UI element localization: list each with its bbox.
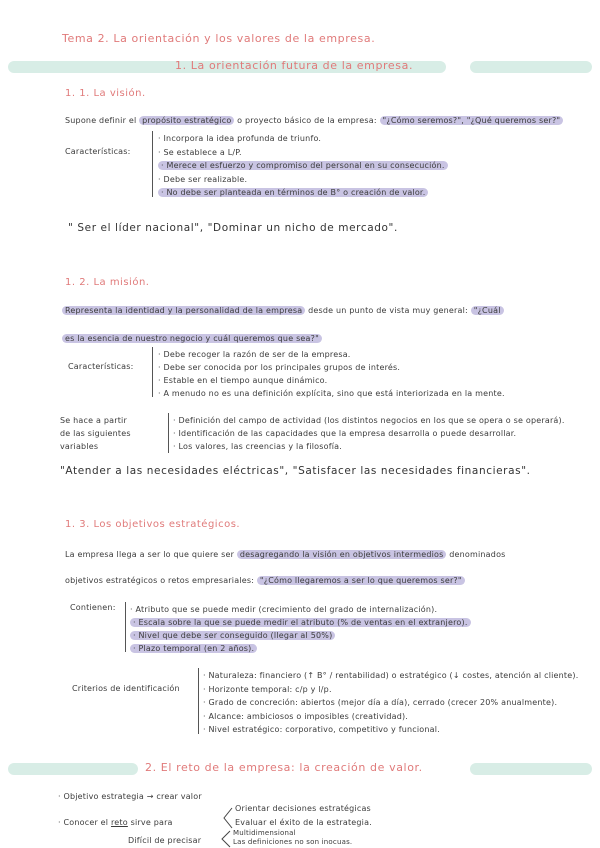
brace [125, 602, 126, 652]
brace [152, 131, 153, 197]
brace [152, 347, 153, 397]
subsection-title-mision: 1. 2. La misión. [65, 277, 150, 288]
section-band [470, 763, 592, 775]
objetivos-line2: objetivos estratégicos o retos empresariales: "¿Cómo llegaremos a ser lo que queremos ser?" [65, 576, 465, 585]
vision-example-quote: " Ser el líder nacional", "Dominar un nicho de mercado". [68, 222, 398, 234]
mision-example-quote: "Atender a las necesidades eléctricas", "Satisfacer las necesidades financieras". [60, 465, 531, 477]
objetivos-contain-list: · Atributo que se puede medir (crecimiento del grado de internalización). · Escala sobre la que se puede medir el atributo (% de ventas en el extranjero). · Nivel que debe ser conseguido (llegar al 50%) · Plazo temporal (en 2 años). [130, 603, 471, 655]
brace [168, 413, 169, 453]
section-band [8, 763, 138, 775]
sec2-line3: Difícil de precisar [128, 836, 202, 845]
sec2-line2: · Conocer el reto sirve para [58, 818, 173, 827]
subsection-title-vision: 1. 1. La visión. [65, 88, 146, 99]
section-band [470, 61, 592, 73]
mision-variables: · Definición del campo de actividad (los distintos negocios en los que se opera o se operará). · Identificación de las capacidades que la empresa desarrolla o puede desarrollar. · Los valores, las creencias y la filosofía. [173, 416, 565, 451]
sec2-branch-a: Orientar decisiones estratégicas [235, 804, 371, 813]
brace [198, 668, 199, 734]
sec2-branch-d: Las definiciones no son inocuas. [233, 838, 353, 846]
objetivos-criteria-label: Criterios de identificación [72, 684, 180, 693]
objetivos-contain-label: Contienen: [70, 603, 116, 612]
mision-characteristics-label: Características: [68, 362, 134, 371]
section-title-2: 2. El reto de la empresa: la creación de valor. [145, 761, 423, 774]
subsection-title-objetivos: 1. 3. Los objetivos estratégicos. [65, 519, 241, 530]
mision-intro-line1: Representa la identidad y la personalidad de la empresa desde un punto de vista muy general: "¿Cuál [62, 306, 504, 315]
sec2-branch-c: Multidimensional [233, 829, 296, 837]
mision-variables-label: Se hace a partir de las siguientes variables [60, 416, 131, 451]
branch-icon [223, 806, 233, 830]
objetivos-criteria-list: · Naturaleza: financiero (↑ B° / rentabilidad) o estratégico (↓ costes, atención al cliente). · Horizonte temporal: c/p y l/p. · Grado de concreción: abiertos (mejor día a día), cerrado (crecer 20% anualmente). · Alcance: ambiciosos o imposibles (creatividad). · Nivel estratégico: corporativo, competitivo y funcional. [203, 671, 579, 734]
vision-characteristics: · Incorpora la idea profunda de triunfo. · Se establece a L/P. · Merece el esfuerzo y compromiso del personal en su consecución. · Debe ser realizable. · No debe ser planteada en términos de B° o creación de valor. [158, 132, 448, 200]
mision-intro-line2: es la esencia de nuestro negocio y cuál queremos que sea?" [62, 334, 322, 343]
vision-intro: Supone definir el propósito estratégico o proyecto básico de la empresa: "¿Cómo seremos?", "¿Qué queremos ser?" [65, 116, 563, 125]
page-title: Tema 2. La orientación y los valores de la empresa. [62, 32, 376, 45]
mision-characteristics: · Debe recoger la razón de ser de la empresa. · Debe ser conocida por los principales grupos de interés. · Estable en el tiempo aunque dinámico. · A menudo no es una definición explícita, sino que está interiorizada en la mente. [158, 350, 505, 398]
vision-characteristics-label: Características: [65, 147, 131, 156]
sec2-line1: · Objetivo estrategia → crear valor [58, 792, 202, 801]
section-title-1: 1. La orientación futura de la empresa. [175, 59, 414, 72]
sec2-branch-b: Evaluar el éxito de la estrategia. [235, 818, 372, 827]
objetivos-line1: La empresa llega a ser lo que quiere ser desagregando la visión en objetivos intermedios denominados [65, 550, 506, 559]
branch-icon [221, 830, 231, 848]
